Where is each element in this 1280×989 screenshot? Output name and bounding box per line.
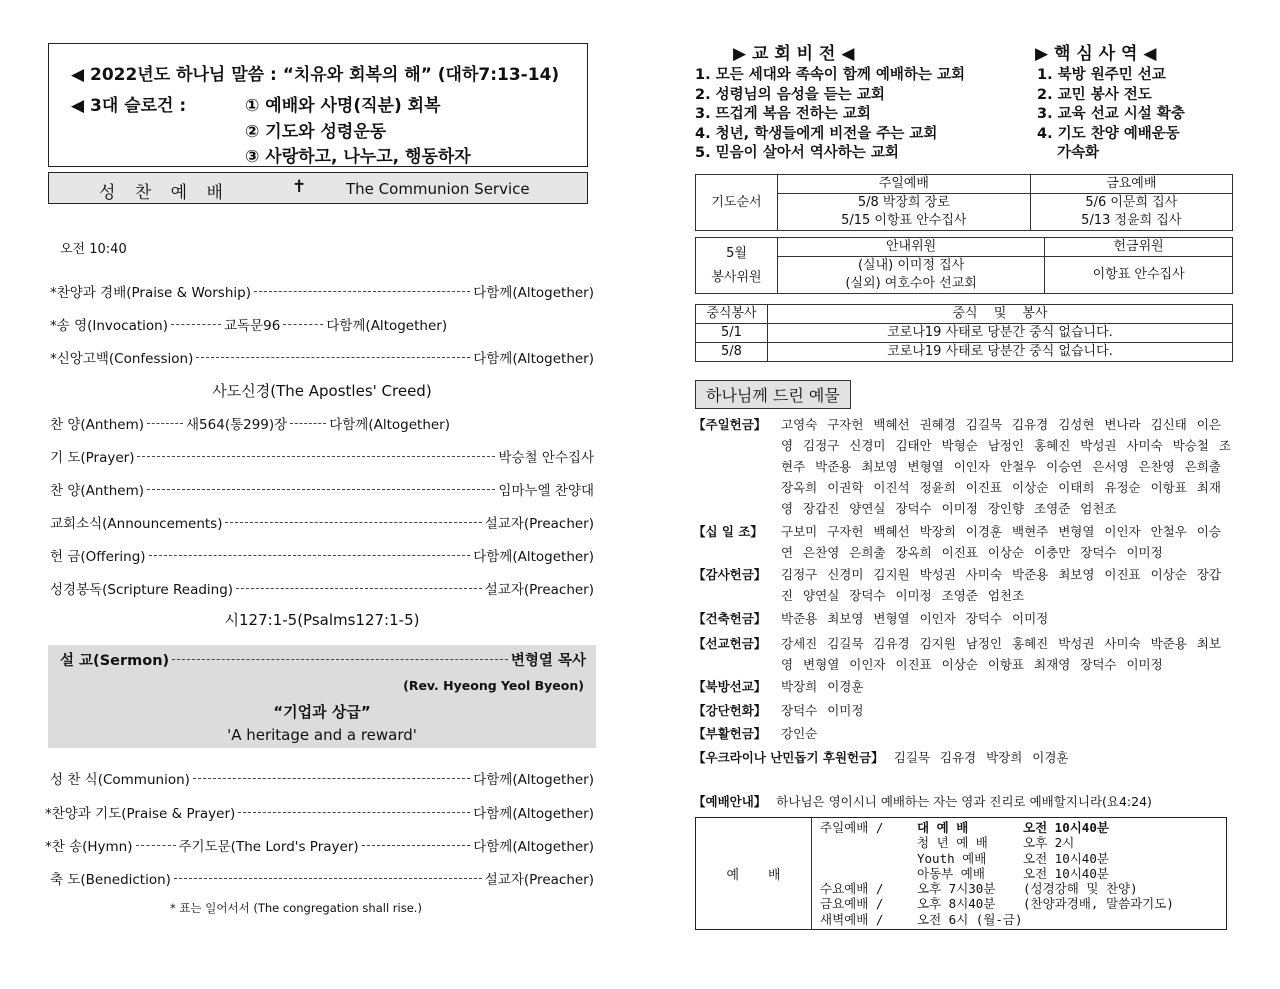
order-item bbox=[50, 443, 594, 469]
core-item: 2. 교민 봉사 전도 bbox=[1037, 86, 1152, 103]
order-item bbox=[50, 575, 594, 601]
order-item-left: *송 영(Invocation) bbox=[50, 318, 168, 334]
core-ministry-title: ▶ 핵 심 사 역 ◀ bbox=[1035, 44, 1157, 64]
slogan-item-3: ③ 사랑하고, 나누고, 행동하자 bbox=[245, 147, 471, 167]
order-item-left: *신앙고백(Confession) bbox=[50, 351, 194, 367]
order-item-left: 축 도(Benediction) bbox=[50, 872, 171, 888]
sermon-block bbox=[48, 645, 596, 748]
worship-line-b: 아동부 예배 bbox=[917, 865, 985, 881]
order-item bbox=[50, 476, 594, 502]
prayer-cell: 5/15 이항표 안수집사 bbox=[778, 212, 1031, 231]
order-item-right: 다함께(Altogether) bbox=[329, 417, 450, 433]
worship-line-b: Youth 예배 bbox=[917, 850, 987, 866]
offering-group bbox=[693, 700, 863, 721]
order-item bbox=[50, 311, 594, 337]
offering-group bbox=[693, 633, 1231, 675]
worship-line-b: 청 년 예 배 bbox=[917, 835, 988, 851]
yearly-word: ◀ 2022년도 하나님 말씀 : “치유와 회복의 해” (대하7:13-14) bbox=[71, 65, 560, 85]
worship-line-b: 오후 8시40분 bbox=[917, 896, 996, 912]
vision-item: 4. 청년, 학생들에게 비전을 주는 교회 bbox=[695, 125, 938, 142]
lunch-date: 5/8 bbox=[696, 343, 768, 362]
creed-label: 사도신경(The Apostles' Creed) bbox=[212, 381, 432, 400]
lunch-date: 5/1 bbox=[696, 324, 768, 343]
worship-line bbox=[820, 820, 1174, 835]
order-item-right: 다함께(Altogether) bbox=[473, 806, 594, 822]
slogan-label: ◀ 3대 슬로건 : bbox=[71, 96, 187, 116]
vision-list bbox=[695, 66, 965, 164]
order-item bbox=[50, 509, 594, 535]
order-item-mid: 교독문96 bbox=[224, 318, 281, 334]
committee-label bbox=[696, 238, 778, 294]
order-item bbox=[50, 765, 594, 791]
offering-group bbox=[693, 723, 817, 744]
sermon-row bbox=[60, 647, 586, 671]
order-item-right: 다함께(Altogether) bbox=[473, 285, 594, 301]
sermon-title-english: 'A heritage and a reward' bbox=[227, 726, 417, 744]
order-item-left: *찬양과 경배(Praise & Worship) bbox=[50, 285, 251, 301]
vision-item: 3. 뜨겁게 복음 전하는 교회 bbox=[695, 106, 871, 123]
offering-title: 하나님께 드린 예물 bbox=[695, 380, 851, 409]
order-item bbox=[50, 865, 594, 891]
order-item bbox=[50, 410, 594, 436]
vision-item: 5. 믿음이 살아서 역사하는 교회 bbox=[695, 145, 899, 162]
order-item-left: *찬양과 기도(Praise & Prayer) bbox=[45, 806, 236, 822]
worship-line-a bbox=[820, 866, 917, 881]
service-header bbox=[48, 172, 588, 204]
committee-title: 봉사위원 bbox=[711, 269, 762, 285]
lunch-text: 코로나19 사태로 당분간 중식 없습니다. bbox=[768, 324, 1233, 343]
offering-committee-cell: 이항표 안수집사 bbox=[1045, 257, 1233, 294]
lunch-service-table bbox=[695, 304, 1233, 362]
worship-line-a bbox=[820, 835, 917, 850]
core-item: 3. 교육 선교 시설 확충 bbox=[1037, 106, 1185, 123]
col-head-friday: 금요예배 bbox=[1030, 175, 1232, 194]
offering-names: 강인순 bbox=[781, 726, 818, 741]
worship-line-c: (찬양과경배, 말씀과기도) bbox=[1023, 896, 1174, 912]
order-item-mid: 주기도문(The Lord's Prayer) bbox=[178, 839, 359, 855]
offering-names: 구보미 구자헌 백혜선 박장희 이경훈 백현주 변형열 이인자 안철우 이승연 은찬영 은희출 장옥희 이진표 이상순 이충만 장덕수 이미정 bbox=[781, 524, 1221, 560]
order-item-right: 다함께(Altogether) bbox=[473, 839, 594, 855]
sermon-label: 설 교(Sermon) bbox=[60, 652, 170, 669]
offering-label: 【북방선교】 bbox=[693, 679, 767, 694]
offering-group bbox=[693, 414, 1231, 519]
worship-line-b: 대 예 배 bbox=[917, 820, 969, 835]
worship-line bbox=[820, 896, 1174, 911]
offering-names: 박준용 최보영 변형열 이인자 장덕수 이미정 bbox=[781, 611, 1049, 626]
order-item-right: 다함께(Altogether) bbox=[473, 772, 594, 788]
offering-group bbox=[693, 521, 1231, 563]
slogan-item-2: ② 기도와 성령운동 bbox=[245, 122, 387, 142]
offering-group bbox=[693, 564, 1231, 606]
order-item bbox=[45, 799, 594, 825]
order-of-worship-2 bbox=[45, 765, 594, 895]
worship-line bbox=[820, 866, 1174, 881]
worship-line-a: 금요예배 / bbox=[820, 896, 884, 912]
order-item-left: 찬 양(Anthem) bbox=[50, 483, 145, 499]
worship-line-b: 오후 7시30분 bbox=[917, 881, 996, 897]
worship-line-a: 주일예배 / bbox=[820, 820, 884, 835]
order-item-left: 기 도(Prayer) bbox=[50, 450, 135, 466]
prayer-schedule-table bbox=[695, 174, 1233, 231]
order-item-left: *찬 송(Hymn) bbox=[45, 839, 133, 855]
order-of-worship bbox=[50, 278, 594, 628]
service-title-korean: 성 찬 예 배 bbox=[99, 183, 223, 203]
preacher-name: 변형열 목사 bbox=[510, 652, 586, 669]
order-item bbox=[50, 542, 594, 568]
worship-line bbox=[820, 835, 1174, 850]
order-item bbox=[50, 278, 594, 304]
lunch-head-2: 중식 및 봉사 bbox=[768, 305, 1233, 324]
offering-label: 【감사헌금】 bbox=[693, 567, 767, 582]
order-item-left: 성경봉독(Scripture Reading) bbox=[50, 582, 234, 598]
worship-label-cell bbox=[696, 818, 812, 929]
prayer-cell: 5/6 이문희 집사 bbox=[1030, 194, 1232, 213]
worship-guide-text: 하나님은 영이시니 예배하는 자는 영과 진리로 예배할지니라(요4:24) bbox=[776, 794, 1152, 809]
vision-item: 1. 모든 세대와 족속이 함께 예배하는 교회 bbox=[695, 67, 965, 83]
offering-label: 【건축헌금】 bbox=[693, 611, 767, 626]
cross-icon: ✝ bbox=[292, 177, 307, 197]
col-head-sunday: 주일예배 bbox=[778, 175, 1031, 194]
core-ministry-list bbox=[1037, 66, 1185, 164]
order-item-right: 박승철 안수집사 bbox=[498, 450, 594, 466]
col-head-offering: 헌금위원 bbox=[1045, 238, 1233, 257]
sermon-title: “기업과 상급” bbox=[273, 703, 371, 721]
scripture-reference: 시127:1-5(Psalms127:1-5) bbox=[224, 610, 420, 629]
order-item-right: 다함께(Altogether) bbox=[473, 351, 594, 367]
offering-label: 【우크라이나 난민돕기 후원헌금】 bbox=[693, 750, 884, 765]
worship-line-c: 오전 10시40분 bbox=[1023, 850, 1109, 866]
offering-label: 【선교헌금】 bbox=[693, 636, 767, 651]
core-item: 4. 기도 찬양 예배운동 bbox=[1037, 125, 1180, 142]
offering-label: 【부활헌금】 bbox=[693, 726, 767, 741]
prayer-cell: 5/8 박장희 장로 bbox=[778, 194, 1031, 213]
offering-label: 【강단헌화】 bbox=[693, 703, 767, 718]
order-item-right: 임마누엘 찬양대 bbox=[498, 483, 594, 499]
standing-note: * 표는 일어서서 (The congregation shall rise.) bbox=[170, 901, 422, 915]
usher-cell: (실외) 여호수아 선교회 bbox=[778, 275, 1045, 294]
offering-names: 김정구 신경미 김지원 박성권 사미숙 박준용 최보영 이진표 이상순 장갑진 양연실 장덕수 이미정 조영준 엄천조 bbox=[781, 567, 1221, 603]
order-item-right: 다함께(Altogether) bbox=[326, 318, 448, 334]
slogan-box bbox=[48, 43, 588, 167]
order-item-left: 성 찬 식(Communion) bbox=[50, 772, 190, 788]
worship-guide bbox=[693, 792, 1152, 810]
committee-month: 5월 bbox=[726, 245, 747, 261]
worship-line-a: 새벽예배 / bbox=[820, 911, 884, 927]
col-head-usher: 안내위원 bbox=[778, 238, 1045, 257]
offering-label: 【십 일 조】 bbox=[693, 524, 763, 539]
worship-line-a bbox=[820, 851, 917, 866]
slogan-item-1: ① 예배와 사명(직분) 회복 bbox=[245, 96, 441, 116]
core-item: 1. 북방 원주민 선교 bbox=[1037, 67, 1166, 83]
preacher-english: (Rev. Hyeong Yeol Byeon) bbox=[403, 678, 584, 693]
order-item-left: 헌 금(Offering) bbox=[50, 549, 146, 565]
worship-schedule-table bbox=[695, 817, 1227, 930]
offering-names: 김길묵 김유경 박장희 이경훈 bbox=[893, 750, 1069, 765]
lunch-text: 코로나19 사태로 당분간 중식 없습니다. bbox=[768, 343, 1233, 362]
worship-guide-label: 【예배안내】 bbox=[693, 794, 767, 809]
offering-group bbox=[693, 676, 863, 697]
usher-cell: (실내) 이미정 집사 bbox=[778, 257, 1045, 276]
service-time: 오전 10:40 bbox=[60, 242, 127, 257]
worship-line-b: 오전 6시 (월-금) bbox=[917, 911, 1023, 927]
order-item-right: 설교자(Preacher) bbox=[484, 872, 594, 888]
order-item-right: 설교자(Preacher) bbox=[484, 582, 594, 598]
order-item-left: 찬 양(Anthem) bbox=[50, 417, 145, 433]
offering-label: 【주일헌금】 bbox=[693, 417, 767, 432]
core-item: 가속화 bbox=[1057, 145, 1100, 162]
worship-line bbox=[820, 912, 1174, 927]
offering-names: 고영숙 구자헌 백혜선 권혜경 김길묵 김유경 김성현 변나라 김신태 이은영 김정구 신경미 김태안 박형순 남정인 홍혜진 박성권 사미숙 박승철 조현주 박준용 최보영 변형열 이인자 안철우 이승연 은서영 은찬영 은희출 장옥희 이권학 이진석 정윤희 이진표 이상순 이태희 유정순 이항표 최재영 장갑진 양연실 장덕수 이미정 장인향 조영준 엄천조 bbox=[781, 417, 1231, 516]
prayer-label: 기도순서 bbox=[696, 175, 778, 231]
worship-line-c: 오전 10시40분 bbox=[1023, 865, 1109, 881]
order-item-right: 다함께(Altogether) bbox=[473, 549, 594, 565]
offering-list bbox=[693, 414, 1233, 774]
vision-title: ▶ 교 회 비 전 ◀ bbox=[733, 44, 855, 64]
vision-item: 2. 성령님의 음성을 듣는 교회 bbox=[695, 86, 885, 103]
service-title-english: The Communion Service bbox=[346, 180, 530, 198]
offering-group bbox=[693, 608, 1231, 629]
worship-label: 예 배 bbox=[726, 868, 781, 883]
order-item-left: 교회소식(Announcements) bbox=[50, 516, 223, 532]
worship-line-c: 오전 10시40분 bbox=[1023, 820, 1109, 835]
worship-line-c: 오후 2시 bbox=[1023, 835, 1075, 851]
offering-group bbox=[693, 747, 1069, 768]
worship-line-a: 수요예배 / bbox=[820, 881, 884, 897]
order-item bbox=[50, 344, 594, 370]
offering-names: 박장희 이경훈 bbox=[781, 679, 864, 694]
offering-names: 장덕수 이미정 bbox=[781, 703, 864, 718]
prayer-cell: 5/13 정윤희 집사 bbox=[1030, 212, 1232, 231]
service-committee-table bbox=[695, 237, 1233, 294]
order-item bbox=[45, 832, 594, 858]
worship-line bbox=[820, 881, 1174, 896]
order-item-mid: 새564(통299)장 bbox=[186, 417, 288, 433]
order-item-center bbox=[50, 606, 594, 632]
worship-line-c: (성경강해 및 찬양) bbox=[1023, 881, 1138, 897]
lunch-head-1: 중식봉사 bbox=[696, 305, 768, 324]
worship-line bbox=[820, 851, 1174, 866]
worship-lines bbox=[820, 820, 1174, 927]
order-item-center bbox=[50, 377, 594, 403]
order-item-right: 설교자(Preacher) bbox=[484, 516, 594, 532]
offering-names: 강세진 김길묵 김유경 김지원 남정인 홍혜진 박성권 사미숙 박준용 최보영 변형열 이인자 이진표 이상순 이항표 최재영 장덕수 이미정 bbox=[781, 636, 1221, 672]
